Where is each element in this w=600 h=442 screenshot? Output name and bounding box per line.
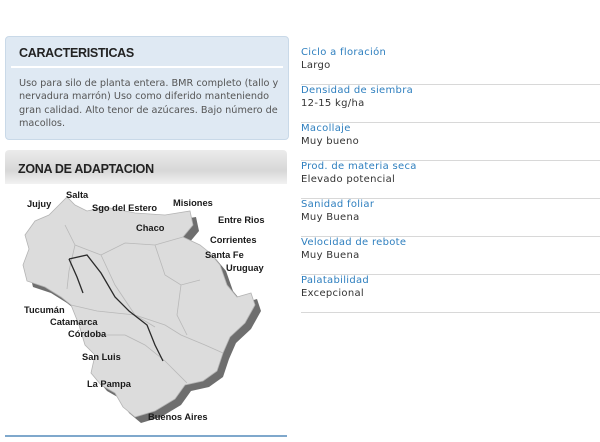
label-sgo-del-estero: Sgo del Estero bbox=[92, 203, 158, 213]
zona-title: ZONA DE ADAPTACION bbox=[18, 162, 154, 176]
label-entre-rios: Entre Rios bbox=[218, 215, 265, 225]
attribute-label: Sanidad foliar bbox=[301, 199, 375, 210]
attribute-row bbox=[301, 199, 600, 237]
label-tucuman: Tucumán bbox=[24, 305, 65, 315]
label-salta: Salta bbox=[66, 190, 89, 200]
attribute-value: Muy bueno bbox=[301, 136, 360, 147]
zona-header bbox=[5, 150, 287, 184]
attribute-label: Densidad de siembra bbox=[301, 85, 414, 96]
label-jujuy: Jujuy bbox=[27, 199, 52, 209]
caracteristicas-text: Uso para silo de planta entera. BMR completo (tallo y nervadura marrón) Uso como diferido manteniendo gran calidad. Alto tenor de azúcares. Bajo número de macollos. bbox=[19, 78, 279, 129]
attribute-row bbox=[301, 123, 600, 161]
label-buenos-aires: Buenos Aires bbox=[148, 412, 208, 422]
caracteristicas-panel bbox=[5, 36, 289, 140]
label-catamarca: Catamarca bbox=[50, 317, 98, 327]
attribute-label: Macollaje bbox=[301, 123, 351, 134]
label-misiones: Misiones bbox=[173, 198, 213, 208]
divider bbox=[11, 66, 283, 68]
label-cordoba: Córdoba bbox=[68, 329, 107, 339]
attribute-row bbox=[301, 85, 600, 123]
attribute-row bbox=[301, 237, 600, 275]
attribute-value: Excepcional bbox=[301, 288, 364, 299]
attribute-label: Ciclo a floración bbox=[301, 47, 387, 58]
label-chaco: Chaco bbox=[136, 223, 165, 233]
zona-bottom-rule bbox=[5, 435, 287, 437]
label-la-pampa: La Pampa bbox=[87, 379, 131, 389]
attribute-value: 12-15 kg/ha bbox=[301, 98, 365, 109]
attribute-label: Palatabilidad bbox=[301, 275, 370, 286]
attribute-value: Largo bbox=[301, 60, 331, 71]
label-corrientes: Corrientes bbox=[210, 235, 257, 245]
attribute-row bbox=[301, 275, 600, 313]
attribute-value: Elevado potencial bbox=[301, 174, 396, 185]
attribute-label: Velocidad de rebote bbox=[301, 237, 407, 248]
attribute-label: Prod. de materia seca bbox=[301, 161, 417, 172]
attribute-row bbox=[301, 161, 600, 199]
attribute-value: Muy Buena bbox=[301, 250, 360, 261]
caracteristicas-title: CARACTERISTICAS bbox=[19, 46, 134, 60]
label-santa-fe: Santa Fe bbox=[205, 250, 244, 260]
attribute-value: Muy Buena bbox=[301, 212, 360, 223]
attribute-row bbox=[301, 47, 600, 85]
attribute-list bbox=[301, 47, 600, 313]
label-san-luis: San Luis bbox=[82, 352, 121, 362]
label-uruguay: Uruguay bbox=[226, 263, 264, 273]
